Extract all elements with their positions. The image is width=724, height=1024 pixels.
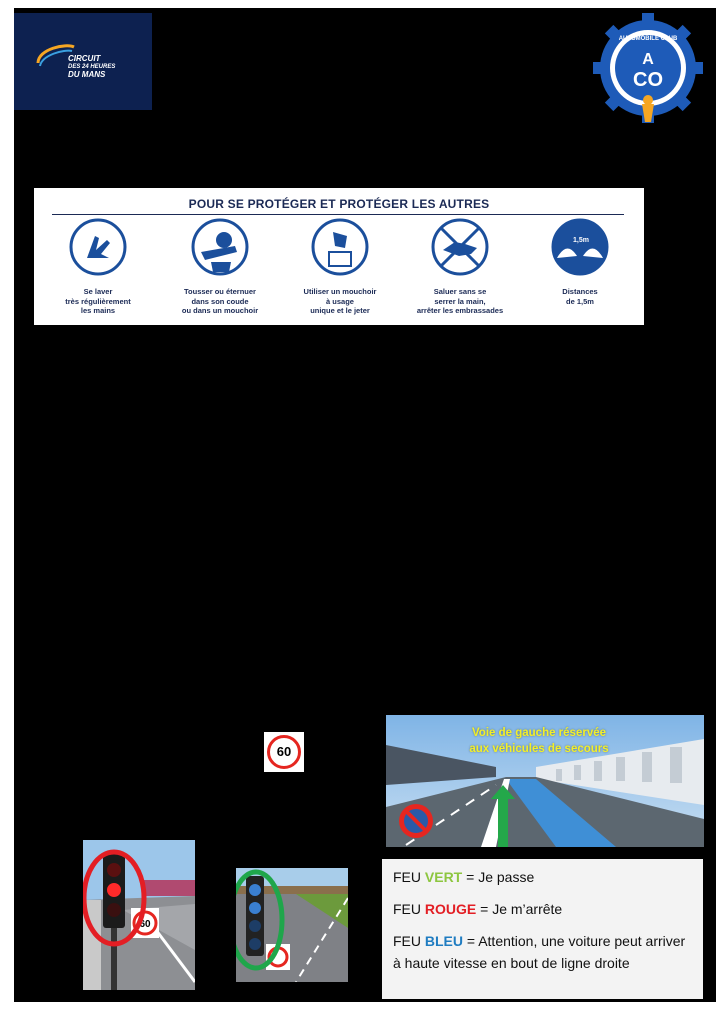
banner-divider — [52, 214, 624, 215]
legend-red — [393, 898, 693, 920]
legend-green-word: VERT — [424, 869, 463, 885]
pit-lane-caption — [444, 725, 634, 757]
no-handshake-icon — [431, 218, 489, 276]
aco-ring-text: AUTOMOBILE CLUB — [618, 36, 678, 42]
legend-blue-meaning: = Attention, une voiture peut arriver à haute vitesse en bout de ligne droite — [393, 933, 686, 971]
cough-elbow-icon — [191, 218, 249, 276]
gesture-caption-2: Tousser ou éternuer dans son coude ou dans un mouchoir — [181, 287, 259, 315]
speed-limit-sign — [264, 732, 304, 772]
legend-green-meaning: = Je passe — [462, 869, 535, 885]
banner-title: POUR SE PROTÉGER ET PROTÉGER LES AUTRES — [188, 197, 490, 211]
circuit-logo — [14, 13, 152, 110]
gesture-cough-elbow — [160, 218, 280, 316]
gesture-caption-3: Utiliser un mouchoir à usage unique et le jeter — [303, 287, 377, 315]
aco-letter-a: A — [642, 51, 654, 68]
pit-lane-caption-line2: aux véhicules de secours — [469, 743, 609, 755]
pit-lane-caption-line1: Voie de gauche réservée — [471, 727, 607, 739]
blue-light-photo — [236, 868, 348, 982]
speed-limit-value: 60 — [267, 735, 301, 769]
gesture-tissue — [280, 218, 400, 316]
circuit-logo-line1: CIRCUIT — [68, 54, 101, 63]
legend-green — [393, 866, 693, 888]
aco-logo — [592, 12, 704, 124]
hand-washing-icon — [69, 218, 127, 276]
red-light-photo — [83, 840, 195, 990]
aco-letters-co: CO — [633, 69, 663, 91]
gesture-no-handshake — [400, 218, 520, 316]
gesture-caption-4: Saluer sans se serrer la main, arrêter les embrassades — [416, 287, 504, 315]
legend-feu-3: FEU — [393, 933, 421, 949]
protection-banner — [34, 188, 644, 325]
traffic-light-legend — [382, 859, 703, 999]
circuit-logo-line3: DU MANS — [68, 70, 106, 79]
gesture-distance — [520, 218, 640, 306]
circuit-logo-line2: DES 24 HEURES — [68, 64, 116, 70]
distance-badge: 1,5m — [573, 237, 589, 244]
page — [14, 8, 716, 1002]
gesture-caption-5: Distances de 1,5m — [562, 287, 598, 306]
gesture-hand-washing — [38, 218, 158, 316]
red-photo-sign-value: 60 — [139, 919, 151, 930]
gesture-caption-1: Se laver très régulièrement les mains — [65, 287, 131, 315]
legend-blue — [393, 930, 693, 974]
legend-feu-2: FEU — [393, 901, 421, 917]
legend-feu-1: FEU — [393, 869, 421, 885]
tissue-icon — [311, 218, 369, 276]
pit-lane-photo — [386, 715, 704, 847]
legend-red-meaning: = Je m’arrête — [476, 901, 563, 917]
legend-red-word: ROUGE — [424, 901, 477, 917]
legend-blue-word: BLEU — [424, 933, 464, 949]
distance-icon — [551, 218, 609, 276]
